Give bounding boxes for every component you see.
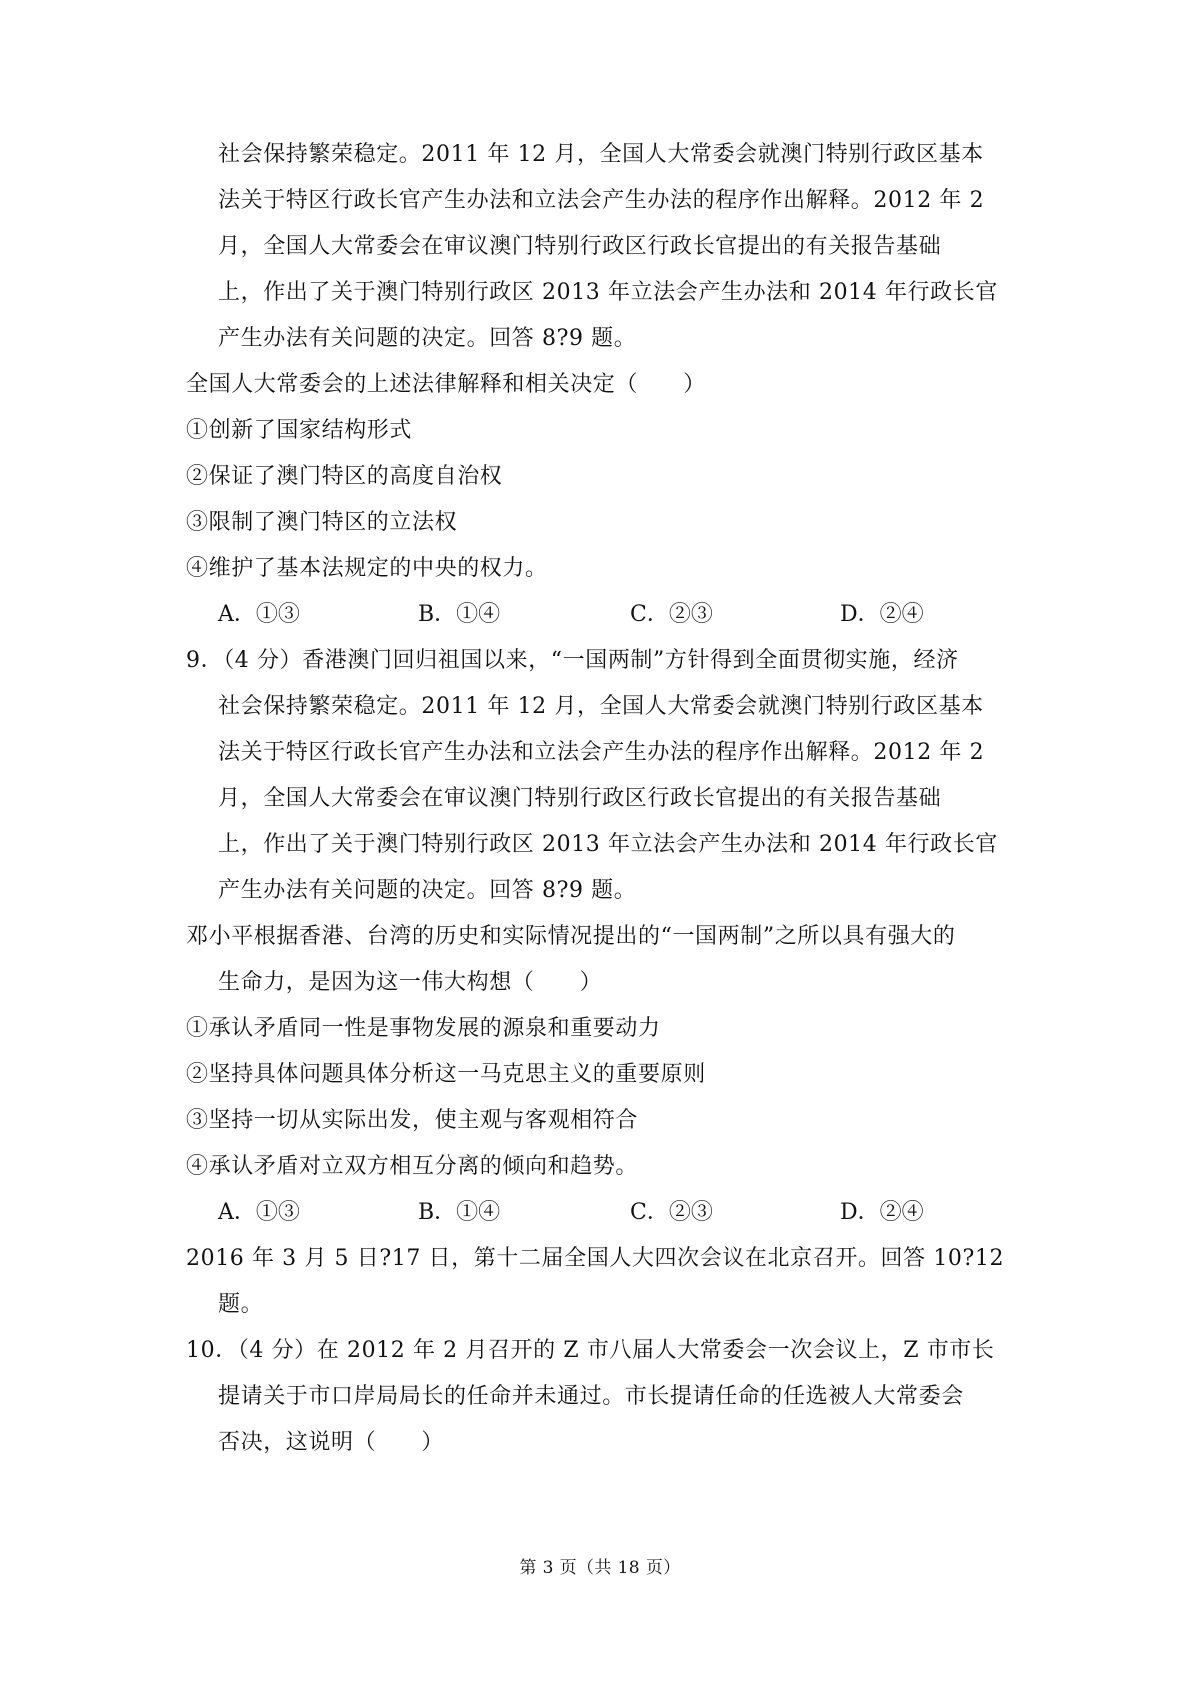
passage-line: 上，作出了关于澳门特别行政区 2013 年立法会产生办法和 2014 年行政长官 — [218, 280, 998, 305]
passage-line: 产生办法有关问题的决定。回答 8?9 题。 — [218, 326, 637, 351]
statement-item: ①创新了国家结构形式 — [186, 418, 413, 443]
option-d: D．②④ — [840, 1200, 924, 1225]
statement-item: ④承认矛盾对立双方相互分离的倾向和趋势。 — [186, 1154, 639, 1179]
section-intro: 2016 年 3 月 5 日?17 日，第十二届全国人大四次会议在北京召开。回答 10?12 — [186, 1246, 1005, 1271]
option-a: A．①③ — [218, 1200, 300, 1225]
passage-line: 社会保持繁荣稳定。2011 年 12 月，全国人大常委会就澳门特别行政区基本 — [218, 142, 984, 167]
passage-line: 提请关于市口岸局局长的任命并未通过。市长提请任命的任选被人大常委会 — [218, 1384, 964, 1409]
passage-line: 月，全国人大常委会在审议澳门特别行政区行政长官提出的有关报告基础 — [218, 234, 942, 259]
passage-line: 社会保持繁荣稳定。2011 年 12 月，全国人大常委会就澳门特别行政区基本 — [218, 694, 984, 719]
statement-item: ④维护了基本法规定的中央的权力。 — [186, 556, 548, 581]
option-c: C．②③ — [630, 602, 713, 627]
option-a: A．①③ — [218, 602, 300, 627]
statement-item: ③限制了澳门特区的立法权 — [186, 510, 458, 535]
question-stem-continuation: 生命力，是因为这一伟大构想（ ） — [218, 970, 603, 995]
statement-item: ②保证了澳门特区的高度自治权 — [186, 464, 503, 489]
question-9-first-line: 9．（4 分）香港澳门回归祖国以来，“一国两制”方针得到全面贯彻实施，经济 — [186, 648, 959, 673]
passage-line: 法关于特区行政长官产生办法和立法会产生办法的程序作出解释。2012 年 2 — [218, 188, 985, 213]
statement-item: ③坚持一切从实际出发，使主观与客观相符合 — [186, 1108, 639, 1133]
question-10-first-line: 10．（4 分）在 2012 年 2 月召开的 Z 市八届人大常委会一次会议上，Z 市市长 — [186, 1338, 995, 1363]
passage-line: 上，作出了关于澳门特别行政区 2013 年立法会产生办法和 2014 年行政长官 — [218, 832, 998, 857]
statement-item: ②坚持具体问题具体分析这一马克思主义的重要原则 — [186, 1062, 706, 1087]
option-c: C．②③ — [630, 1200, 713, 1225]
passage-line: 否决，这说明（ ） — [218, 1430, 445, 1455]
option-b: B．①④ — [418, 602, 501, 627]
section-intro-continuation: 题。 — [218, 1292, 264, 1317]
option-d: D．②④ — [840, 602, 924, 627]
passage-line: 月，全国人大常委会在审议澳门特别行政区行政长官提出的有关报告基础 — [218, 786, 942, 811]
passage-line: 产生办法有关问题的决定。回答 8?9 题。 — [218, 878, 637, 903]
page-footer: 第 3 页（共 18 页） — [519, 1558, 681, 1578]
statement-item: ①承认矛盾同一性是事物发展的源泉和重要动力 — [186, 1016, 661, 1041]
question-stem: 全国人大常委会的上述法律解释和相关决定（ ） — [186, 372, 706, 397]
option-b: B．①④ — [418, 1200, 501, 1225]
passage-line: 法关于特区行政长官产生办法和立法会产生办法的程序作出解释。2012 年 2 — [218, 740, 985, 765]
question-stem: 邓小平根据香港、台湾的历史和实际情况提出的“一国两制”之所以具有强大的 — [186, 924, 956, 949]
